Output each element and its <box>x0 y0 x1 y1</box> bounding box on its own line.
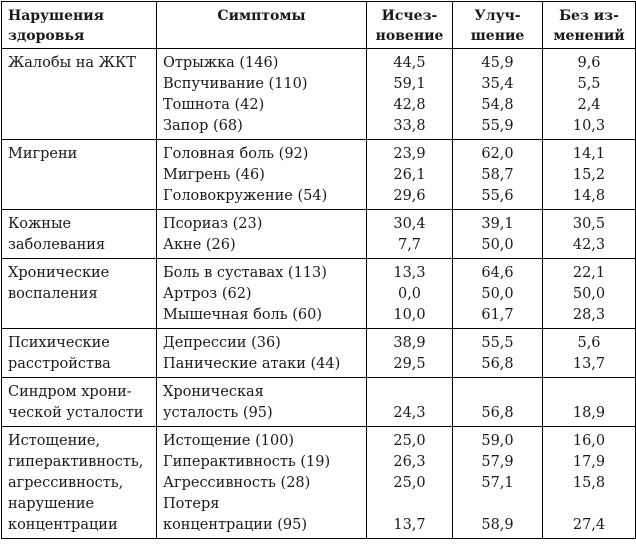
no-change-value: 28,3 <box>572 307 606 323</box>
header-improvement <box>453 2 543 49</box>
improvement-value: 58,7 <box>481 167 514 183</box>
symptom-line: Агрессивность (28) <box>163 475 311 491</box>
no-change-cell <box>543 49 636 140</box>
symptom-line: Головная боль (92) <box>163 146 309 162</box>
no-change-value: 30,5 <box>572 216 606 232</box>
header-no-change-line-1: Без из- <box>559 8 619 24</box>
no-change-value: 5,5 <box>577 76 601 92</box>
no-change-value: 50,0 <box>572 286 606 302</box>
no-change-cell <box>543 140 636 210</box>
header-disappearance <box>367 2 453 49</box>
disappearance-cell <box>367 210 453 259</box>
disappearance-cell <box>367 427 453 539</box>
no-change-value: 2,4 <box>577 97 601 113</box>
no-change-cell <box>543 210 636 259</box>
disappearance-value: 59,1 <box>393 76 426 92</box>
symptom-line: Боль в суставах (113) <box>163 265 327 281</box>
header-no-change <box>543 2 636 49</box>
no-change-value: 15,2 <box>572 167 606 183</box>
condition-cell <box>2 378 157 427</box>
no-change-value: 9,6 <box>577 55 601 71</box>
improvement-value: 55,5 <box>481 335 514 351</box>
no-change-value: 18,9 <box>572 405 606 421</box>
symptoms-cell <box>157 140 367 210</box>
table-header <box>2 2 636 49</box>
improvement-value: 50,0 <box>481 237 514 253</box>
no-change-value: 22,1 <box>572 265 606 281</box>
symptom-line: Гиперактивность (19) <box>163 454 331 470</box>
table-body <box>2 49 636 539</box>
disappearance-cell <box>367 378 453 427</box>
improvement-cell <box>453 49 543 140</box>
header-symptoms <box>157 2 367 49</box>
health-symptoms-table <box>1 1 636 539</box>
disappearance-value: 25,0 <box>393 475 426 491</box>
improvement-value: 56,8 <box>481 356 514 372</box>
disappearance-value: 26,3 <box>393 454 426 470</box>
header-condition-line-2: здоровья <box>8 28 85 44</box>
improvement-value: 57,9 <box>481 454 514 470</box>
header-improvement-line-2: шение <box>470 28 525 44</box>
table-row <box>2 259 636 329</box>
symptoms-cell <box>157 49 367 140</box>
symptom-line: Хроническая <box>163 384 264 400</box>
symptom-line: Панические атаки (44) <box>163 356 341 372</box>
no-change-cell <box>543 329 636 378</box>
symptom-line: Депрессии (36) <box>163 335 281 351</box>
symptoms-cell <box>157 259 367 329</box>
condition-line: ческой усталости <box>8 405 144 421</box>
header-condition-line-1: Нарушения <box>8 8 104 24</box>
disappearance-cell <box>367 329 453 378</box>
condition-line: Истощение, <box>8 433 101 449</box>
table-row <box>2 427 636 539</box>
no-change-value: 15,8 <box>572 475 606 491</box>
improvement-cell <box>453 329 543 378</box>
condition-line: воспаления <box>8 286 98 302</box>
disappearance-value: 33,8 <box>393 118 426 134</box>
symptom-line: Псориаз (23) <box>163 216 263 232</box>
condition-cell <box>2 49 157 140</box>
symptom-line: Истощение (100) <box>163 433 295 449</box>
improvement-cell <box>453 259 543 329</box>
disappearance-value: 25,0 <box>393 433 426 449</box>
condition-line: Психические <box>8 335 110 351</box>
header-condition <box>2 2 157 49</box>
no-change-value: 13,7 <box>572 356 606 372</box>
improvement-value: 64,6 <box>481 265 514 281</box>
no-change-cell <box>543 259 636 329</box>
symptom-line: концентрации (95) <box>163 517 308 533</box>
improvement-value: 35,4 <box>481 76 514 92</box>
no-change-value: 14,1 <box>572 146 606 162</box>
header-improvement-line-1: Улуч- <box>474 8 521 24</box>
improvement-cell <box>453 378 543 427</box>
improvement-value: 50,0 <box>481 286 514 302</box>
table-row <box>2 49 636 140</box>
no-change-cell <box>543 378 636 427</box>
disappearance-cell <box>367 259 453 329</box>
condition-line: Жалобы на ЖКТ <box>8 55 136 71</box>
disappearance-value: 7,7 <box>397 237 422 253</box>
condition-line: Синдром хрони- <box>8 384 132 400</box>
improvement-value: 58,9 <box>481 517 514 533</box>
symptom-line: Отрыжка (146) <box>163 55 279 71</box>
disappearance-value: 29,5 <box>393 356 426 372</box>
no-change-value: 17,9 <box>572 454 606 470</box>
symptoms-cell <box>157 427 367 539</box>
improvement-value: 55,6 <box>481 188 514 204</box>
condition-cell <box>2 427 157 539</box>
improvement-value: 54,8 <box>481 97 514 113</box>
table-row <box>2 140 636 210</box>
condition-cell <box>2 259 157 329</box>
disappearance-value: 13,7 <box>393 517 426 533</box>
disappearance-cell <box>367 49 453 140</box>
condition-cell <box>2 140 157 210</box>
symptom-line: Запор (68) <box>163 118 243 134</box>
no-change-cell <box>543 427 636 539</box>
condition-line: расстройства <box>8 356 111 372</box>
condition-line: Кожные <box>8 216 72 232</box>
condition-line: гиперактивность, <box>8 454 144 470</box>
improvement-value: 55,9 <box>481 118 514 134</box>
disappearance-value: 30,4 <box>393 216 426 232</box>
disappearance-value: 13,3 <box>393 265 426 281</box>
header-symptoms-line-1: Симптомы <box>217 8 306 24</box>
no-change-value: 27,4 <box>572 517 606 533</box>
symptoms-cell <box>157 378 367 427</box>
header-disappearance-line-1: Исчез- <box>381 8 438 24</box>
no-change-value: 10,3 <box>572 118 606 134</box>
symptom-line: Мигрень (46) <box>163 167 265 183</box>
improvement-value: 39,1 <box>481 216 514 232</box>
disappearance-value: 0,0 <box>397 286 422 302</box>
disappearance-value: 38,9 <box>393 335 426 351</box>
condition-line: Хронические <box>8 265 110 281</box>
symptom-line: Артроз (62) <box>163 286 252 302</box>
improvement-value: 56,8 <box>481 405 514 421</box>
condition-line: концентрации <box>8 517 118 533</box>
disappearance-cell <box>367 140 453 210</box>
condition-line: нарушение <box>8 496 95 512</box>
disappearance-value: 42,8 <box>393 97 426 113</box>
symptom-line: Мышечная боль (60) <box>163 307 323 323</box>
condition-cell <box>2 329 157 378</box>
symptom-line: Вспучивание (110) <box>163 76 308 92</box>
improvement-cell <box>453 427 543 539</box>
improvement-value: 59,0 <box>481 433 514 449</box>
condition-line: агрессивность, <box>8 475 124 491</box>
symptom-line: Акне (26) <box>163 237 236 253</box>
symptoms-cell <box>157 210 367 259</box>
improvement-value: 45,9 <box>481 55 514 71</box>
table-row <box>2 329 636 378</box>
condition-line: Мигрени <box>8 146 78 162</box>
symptom-line: усталость (95) <box>163 405 273 421</box>
no-change-value: 16,0 <box>572 433 606 449</box>
condition-line: заболевания <box>8 237 106 253</box>
header-disappearance-line-2: новение <box>375 28 444 44</box>
improvement-value: 61,7 <box>481 307 514 323</box>
symptom-line: Головокружение (54) <box>163 188 328 204</box>
improvement-cell <box>453 210 543 259</box>
table-row <box>2 378 636 427</box>
no-change-value: 5,6 <box>577 335 601 351</box>
disappearance-value: 24,3 <box>393 405 426 421</box>
no-change-value: 42,3 <box>572 237 606 253</box>
disappearance-value: 44,5 <box>393 55 426 71</box>
disappearance-value: 26,1 <box>393 167 426 183</box>
symptom-line: Тошнота (42) <box>163 97 265 113</box>
disappearance-value: 29,6 <box>393 188 426 204</box>
header-row <box>2 2 636 49</box>
header-no-change-line-2: менений <box>553 28 625 44</box>
condition-cell <box>2 210 157 259</box>
table-row <box>2 210 636 259</box>
symptoms-cell <box>157 329 367 378</box>
disappearance-value: 23,9 <box>393 146 426 162</box>
improvement-cell <box>453 140 543 210</box>
no-change-value: 14,8 <box>572 188 606 204</box>
symptom-line: Потеря <box>163 496 220 512</box>
improvement-value: 57,1 <box>481 475 514 491</box>
disappearance-value: 10,0 <box>393 307 426 323</box>
improvement-value: 62,0 <box>481 146 514 162</box>
